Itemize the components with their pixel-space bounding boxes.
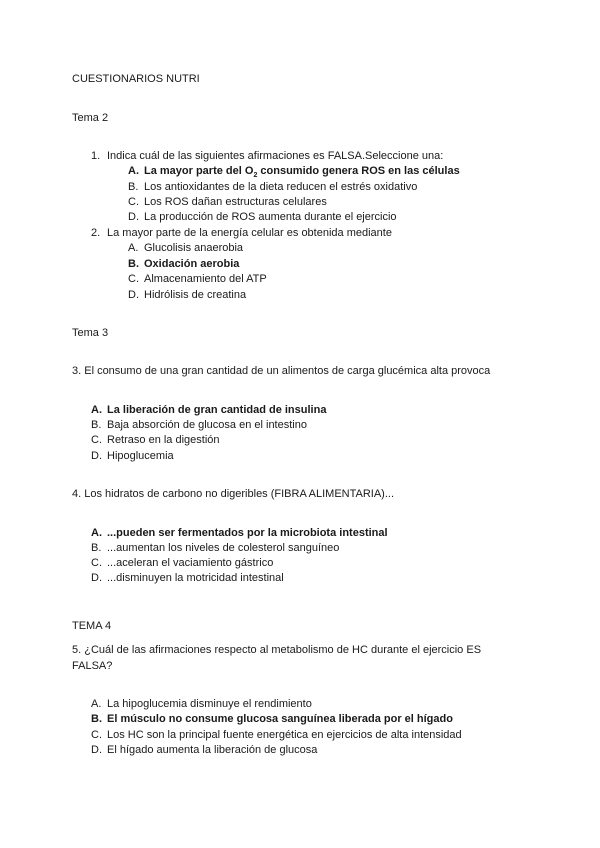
section-heading-tema-2: Tema 2 (72, 112, 109, 124)
section-heading-tema-4: TEMA 4 (72, 620, 112, 632)
option-letter: C. (91, 434, 102, 446)
answer-option (128, 289, 246, 301)
option-letter: B. (128, 258, 139, 270)
option-text: Los antioxidantes de la dieta reducen el estrés oxidativo (144, 181, 418, 193)
option-letter: D. (128, 289, 139, 301)
option-letter: C. (128, 273, 139, 285)
option-letter: A. (91, 404, 102, 416)
option-text: La liberación de gran cantidad de insulina (107, 404, 327, 416)
question-5-text-line-1: 5. ¿Cuál de las afirmaciones respecto al metabolismo de HC durante el ejercicio ES (72, 644, 482, 656)
option-text: Hidrólisis de creatina (144, 289, 247, 301)
answer-option (91, 434, 220, 446)
answer-option (128, 181, 417, 193)
option-text: Los ROS dañan estructuras celulares (144, 196, 327, 208)
answer-option (91, 698, 312, 710)
option-letter: C. (91, 557, 102, 569)
option-text: Oxidación aerobia (144, 258, 240, 270)
option-text: Retraso en la digestión (107, 434, 220, 446)
answer-option (128, 258, 239, 270)
answer-option (91, 450, 174, 462)
question-3-text: 3. El consumo de una gran cantidad de un alimentos de carga glucémica alta provoca (72, 365, 491, 377)
answer-option (91, 419, 307, 431)
answer-option (128, 211, 397, 223)
question-4-text: 4. Los hidratos de carbono no digeribles (FIBRA ALIMENTARIA)... (72, 488, 395, 500)
option-letter: D. (91, 450, 102, 462)
question-text: Indica cuál de las siguientes afirmaciones es FALSA.Seleccione una: (107, 150, 444, 162)
option-letter: A. (91, 698, 102, 710)
option-letter: A. (128, 165, 139, 177)
document-title: CUESTIONARIOS NUTRI (72, 73, 200, 85)
option-text: Glucolisis anaerobia (144, 242, 244, 254)
question-5-text-line-2: FALSA? (72, 660, 113, 672)
option-letter: D. (91, 572, 102, 584)
option-text: La hipoglucemia disminuye el rendimiento (107, 698, 312, 710)
option-letter: C. (128, 196, 139, 208)
question-number: 1. (91, 150, 101, 162)
option-text: Hipoglucemia (107, 450, 174, 462)
answer-option (128, 273, 267, 285)
option-text: Los HC son la principal fuente energética en ejercicios de alta intensidad (107, 729, 462, 741)
option-text: Baja absorción de glucosa en el intestino (107, 419, 307, 431)
option-letter: B. (91, 542, 102, 554)
question-1 (91, 150, 443, 162)
answer-option (91, 527, 388, 539)
question-number: 2. (91, 227, 101, 239)
answer-option (91, 557, 273, 569)
option-text: La mayor parte del $O_2$ consumido genera ROS en las células (144, 165, 460, 180)
answer-option (91, 713, 453, 725)
option-letter: D. (128, 211, 139, 223)
option-letter: B. (91, 419, 102, 431)
option-text: ...pueden ser fermentados por la microbiota intestinal (107, 527, 388, 539)
option-letter: C. (91, 729, 102, 741)
option-text: La producción de ROS aumenta durante el ejercicio (144, 211, 397, 223)
answer-option (128, 165, 460, 179)
question-2 (91, 227, 392, 239)
option-letter: B. (128, 181, 139, 193)
section-heading-tema-3: Tema 3 (72, 327, 109, 339)
option-letter: A. (128, 242, 139, 254)
option-letter: A. (91, 527, 102, 539)
answer-option (91, 542, 339, 554)
answer-option (91, 404, 326, 416)
option-text: ...aumentan los niveles de colesterol sanguíneo (107, 542, 340, 554)
answer-option (91, 729, 462, 741)
answer-option (91, 744, 317, 756)
option-text: ...aceleran el vaciamiento gástrico (107, 557, 274, 569)
option-text: ...disminuyen la motricidad intestinal (107, 572, 284, 584)
option-text: El músculo no consume glucosa sanguínea liberada por el hígado (107, 713, 453, 725)
question-text: La mayor parte de la energía celular es obtenida mediante (107, 227, 392, 239)
option-text: El hígado aumenta la liberación de glucosa (107, 744, 318, 756)
answer-option (128, 242, 243, 254)
answer-option (128, 196, 327, 208)
option-letter: D. (91, 744, 102, 756)
option-text: Almacenamiento del ATP (144, 273, 267, 285)
answer-option (91, 572, 284, 584)
option-letter: B. (91, 713, 102, 725)
